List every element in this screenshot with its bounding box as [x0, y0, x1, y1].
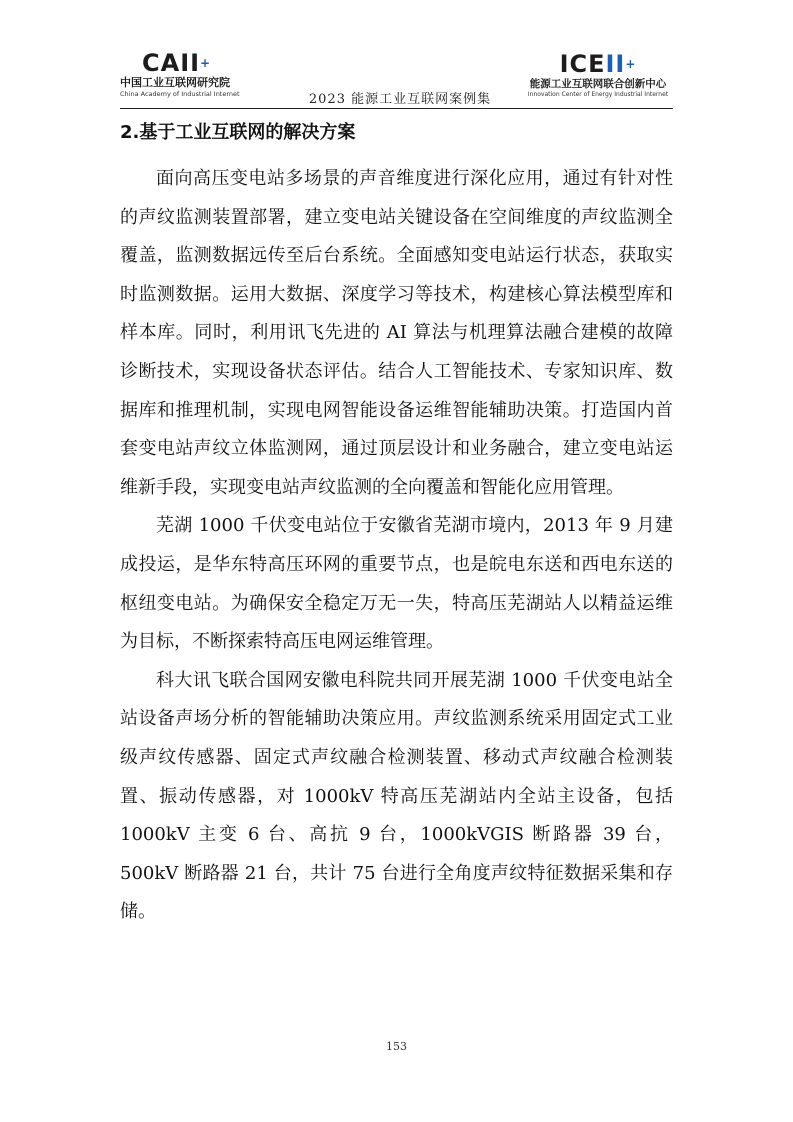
caii-name-en: China Academy of Industrial Internet [120, 90, 240, 98]
body-text [120, 160, 673, 932]
iceii-name-cn: 能源工业互联网联合创新中心 [529, 78, 667, 90]
section-heading: 2.基于工业互联网的解决方案 [120, 122, 356, 143]
page-number: 153 [386, 1040, 407, 1053]
header-divider [120, 108, 673, 109]
iceii-logo-plus: + [625, 57, 637, 71]
paragraph-wuhu-substation: 芜湖 1000 千伏变电站位于安徽省芜湖市境内，2013 年 9 月建成投运，是华东特高压环网的重要节点，也是皖电东送和西电东送的枢纽变电站。为确保安全稳定万无一失，特高压芜湖站人以精益运维为目标，不断探索特高压电网运维管理。 [120, 515, 673, 653]
caii-logo [120, 50, 260, 98]
running-header-title: 2023 能源工业互联网案例集 [308, 92, 492, 107]
iceii-logo [523, 50, 673, 99]
caii-logo-plus: + [200, 56, 212, 70]
paragraph-solution-overview: 面向高压变电站多场景的声音维度进行深化应用，通过有针对性的声纹监测装置部署，建立变电站关键设备在空间维度的声纹监测全覆盖，监测数据远传至后台系统。全面感知变电站运行状态，获取实时监测数据。运用大数据、深度学习等技术，构建核心算法模型库和样本库。同时，利用讯飞先进的 AI 算法与机理算法融合建模的故障诊断技术，实现设备状态评估。结合人工智能技术、专家知识库、数据库和推理机制，实现电网智能设备运维智能辅助决策。打造国内首套变电站声纹立体监测网，通过顶层设计和业务融合，建立变电站运维新手段，实现变电站声纹监测的全向覆盖和智能化应用管理。 [120, 168, 673, 498]
page-header [120, 50, 673, 108]
caii-logo-mark: CAII [142, 49, 201, 77]
iceii-logo-accent: II [605, 50, 626, 78]
caii-name-cn: 中国工业互联网研究院 [120, 76, 230, 89]
iceii-name-en: Innovation Center of Energy Industrial Internet [527, 91, 669, 98]
iceii-logo-mark: ICE [559, 50, 606, 78]
paragraph-iflytek-application: 科大讯飞联合国网安徽电科院共同开展芜湖 1000 千伏变电站全站设备声场分析的智能辅助决策应用。声纹监测系统采用固定式工业级声纹传感器、固定式声纹融合检测装置、移动式声纹融合检测装置、振动传感器，对 1000kV 特高压芜湖站内全站主设备，包括 1000kV 主变 6 台、高抗 9 台，1000kVGIS 断路器 39 台，500kV 断路器 21 台，共计 75 台进行全角度声纹特征数据采集和存储。 [120, 669, 673, 923]
